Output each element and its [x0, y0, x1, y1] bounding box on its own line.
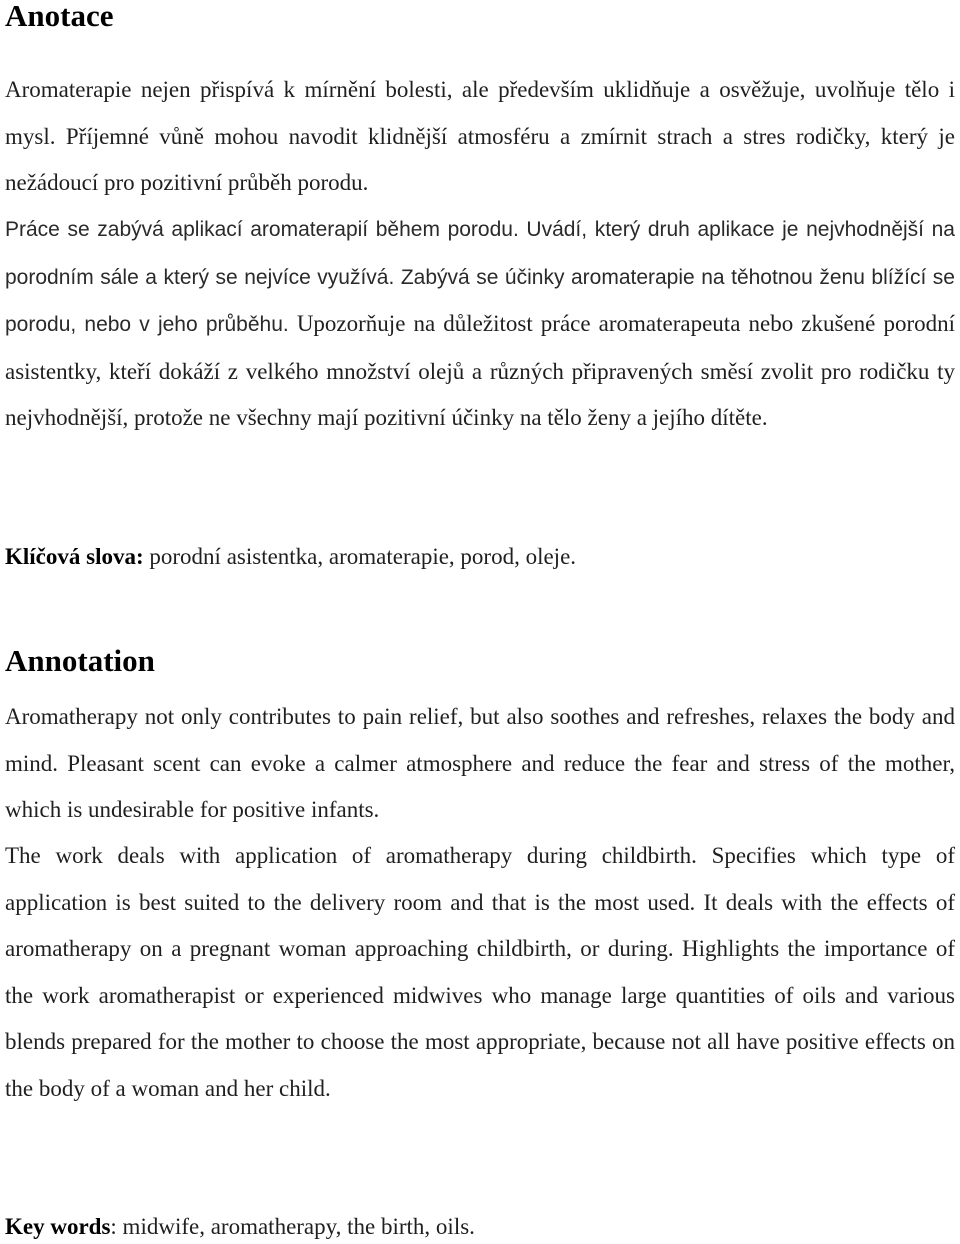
czech-paragraph-2-sans-text: Práce se zabývá aplikací aromaterapií během porodu. Uvádí, který druh aplikace je nejvhodnější na porodním sále a který se nejvíce využívá. Zabývá se účinky aromaterapie na těhotnou ženu blížící se porodu, nebo v jeho průběhu. [5, 218, 955, 336]
czech-paragraph-2-serif-text: Upozorňuje na důležitost práce aromaterapeuta nebo zkušené porodní asistentky, kteří dokáží z velkého množství olejů a různých připravených směsí zvolit pro rodičku ty nejvhodnější, protože ne všechny mají pozitivní účinky na tělo ženy a jejího dítěte. [5, 311, 955, 430]
czech-keywords [5, 543, 576, 571]
czech-keywords-label: Klíčová slova: [5, 544, 144, 569]
english-keywords [5, 1213, 475, 1241]
english-keywords-label: Key words [5, 1214, 111, 1239]
english-keywords-value: : midwife, aromatherapy, the birth, oils. [110, 1214, 475, 1239]
czech-paragraph-1-text: Aromaterapie nejen přispívá k mírnění bolesti, ale především uklidňuje a osvěžuje, uvolňuje tělo i mysl. Příjemné vůně mohou navodit klidnější atmosféru a zmírnit strach a stres rodičky, který je nežádoucí pro pozitivní průběh porodu. [5, 77, 955, 195]
czech-paragraph-2 [5, 206, 955, 442]
english-paragraph-2: The work deals with application of aromatherapy during childbirth. Specifies which type of application is best suited to the delivery room and that is the most used. It deals with the effects of aromatherapy on a pregnant woman approaching childbirth, or during. Highlights the importance of the work aromatherapist or experienced midwives who manage large quantities of oils and various blends prepared for the mother to choose the most appropriate, because not all have positive effects on the body of a woman and her child. [5, 843, 955, 1101]
czech-heading: Anotace [5, 0, 114, 33]
czech-keywords-value: porodní asistentka, aromaterapie, porod, oleje. [143, 544, 577, 569]
czech-paragraph-1 [5, 67, 955, 207]
english-paragraph-1: Aromatherapy not only contributes to pain relief, but also soothes and refreshes, relaxes the body and mind. Pleasant scent can evoke a calmer atmosphere and reduce the fear and stress of the mother, which is undesirable for positive infants. [5, 704, 955, 822]
english-heading: Annotation [5, 643, 155, 678]
